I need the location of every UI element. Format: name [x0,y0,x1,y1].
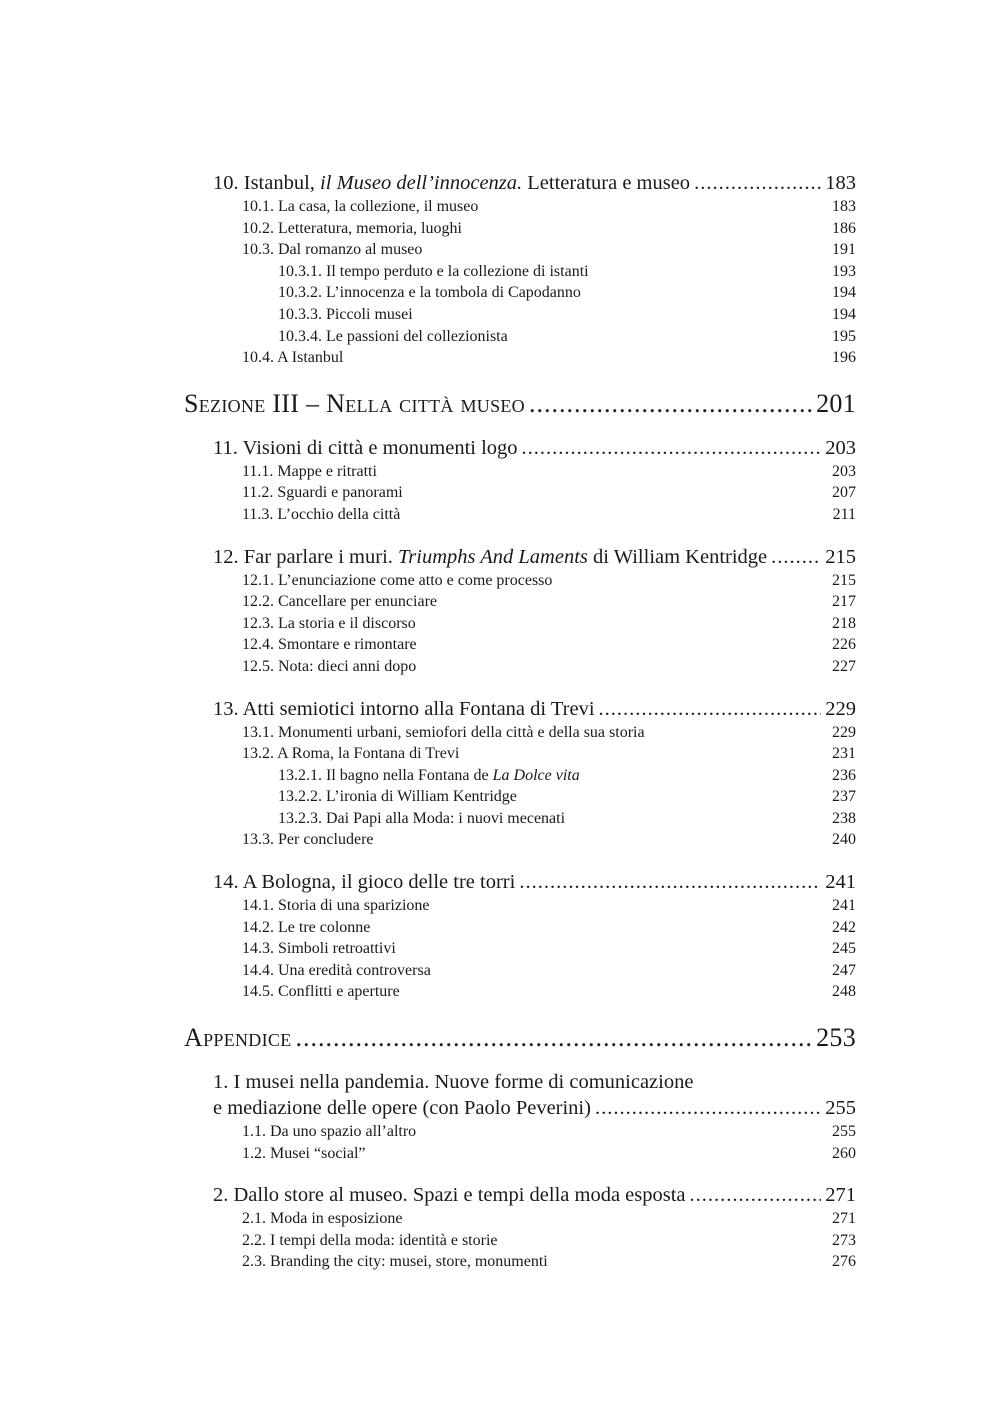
dot-leader [595,1095,821,1121]
toc-page-number: 247 [832,961,856,979]
toc-page-number: 211 [832,505,856,523]
dot-leader [529,387,812,421]
dot-leader [771,544,821,570]
toc-entry-title: 13.2.3. Dai Papi alla Moda: i nuovi mecenati [278,809,566,827]
dot-leader [522,435,822,461]
toc-page-number: 215 [825,545,856,568]
toc-page-number: 226 [832,636,856,654]
toc-page-number: 194 [832,305,856,323]
toc-page-number: 238 [832,809,856,827]
toc-page-number: 242 [832,918,856,936]
toc-page-number: 194 [832,284,856,302]
table-of-contents [184,170,856,1291]
toc-chapter-entry [184,696,856,722]
toc-subentry [184,829,856,851]
toc-subentry [184,239,856,261]
toc-page-number: 240 [832,831,856,849]
toc-subentry [184,765,856,787]
toc-page-number: 260 [832,1144,856,1162]
toc-subentry [184,743,856,765]
toc-entry-title: 10.3.2. L’innocenza e la tombola di Capodanno [278,284,581,302]
toc-page-number: 183 [832,198,856,215]
toc-page-number: 196 [832,349,856,367]
toc-entry-title: 2.3. Branding the city: musei, store, monumenti [242,1253,548,1271]
toc-page-number: 203 [832,462,856,480]
toc-subentry [184,1121,856,1143]
toc-page-number: 215 [832,571,856,589]
toc-subentry [184,347,856,369]
toc-page-number: 193 [832,262,856,280]
toc-page-number: 241 [825,871,856,894]
toc-subentry [184,895,856,917]
toc-page-number: 237 [832,788,856,806]
toc-entry-first-line: 1. I musei nella pandemia. Nuove forme di comunicazione [213,1071,694,1094]
dot-leader [296,1021,813,1055]
toc-page-number: 195 [832,327,856,345]
toc-subentry [184,326,856,348]
toc-subentry [184,482,856,504]
dot-leader [519,869,821,895]
toc-title-italic-part: Triumphs And Laments [398,545,588,568]
toc-chapter-entry [184,544,856,570]
toc-entry-title: 11.1. Mappe e ritratti [242,462,377,480]
toc-page-number: 231 [832,745,856,763]
toc-page-number: 227 [832,657,856,675]
toc-page-number: 186 [832,219,856,237]
toc-chapter-entry [184,1182,856,1208]
toc-entry-title: 12.3. La storia e il discorso [242,614,416,632]
toc-page-number: 207 [832,484,856,502]
toc-entry-title: 11.2. Sguardi e panorami [242,484,403,502]
toc-entry-title: 14.4. Una eredità controversa [242,961,431,979]
toc-entry-title: 2. Dallo store al museo. Spazi e tempi della moda esposta [213,1184,686,1207]
dot-leader [694,170,821,196]
toc-subentry [184,613,856,635]
toc-entry-title: 10.3.4. Le passioni del collezionista [278,327,508,345]
toc-subentry [184,1251,856,1273]
toc-page-number: 248 [832,983,856,1001]
toc-page-number: 245 [832,940,856,958]
toc-entry-title: 12.2. Cancellare per enunciare [242,593,438,611]
toc-page-number: 273 [832,1231,856,1249]
toc-entry-title: 10.3.3. Piccoli musei [278,305,413,323]
toc-entry-title [213,544,767,570]
toc-title-italic-part: il Museo dell’innocenza. [320,172,523,194]
toc-entry-title: 14.2. Le tre colonne [242,918,371,936]
toc-subentry [184,196,856,218]
toc-subentry [184,808,856,830]
toc-entry-title: 14.5. Conflitti e aperture [242,983,400,1001]
toc-title-part: 12. Far parlare i muri. [213,545,399,568]
toc-chapter-entry [184,1095,856,1121]
toc-entry-title: 1.1. Da uno spazio all’altro [242,1123,417,1141]
toc-entry-title: 13.1. Monumenti urbani, semiofori della città e della sua storia [242,723,645,741]
toc-chapter-entry [184,869,856,895]
toc-entry-title: 13.2. A Roma, la Fontana di Trevi [242,745,460,763]
toc-subentry [184,591,856,613]
toc-entry-title: Appendice [184,1023,292,1053]
toc-title-part: Letteratura e museo [522,172,691,194]
toc-subentry [184,461,856,483]
toc-page-number: 201 [816,388,856,418]
toc-entry-title: 13.3. Per concludere [242,831,374,849]
toc-subentry [184,634,856,656]
toc-entry-title: 10.3.1. Il tempo perduto e la collezione di istanti [278,262,589,280]
toc-subentry [184,282,856,304]
toc-subentry [184,1143,856,1165]
toc-page-number: 217 [832,593,856,611]
toc-subentry [184,960,856,982]
dot-leader [690,1182,822,1208]
toc-entry-title: 10.3. Dal romanzo al museo [242,241,423,259]
toc-page-number: 218 [832,614,856,632]
toc-subentry [184,570,856,592]
toc-page-number: 229 [825,697,856,720]
toc-subentry [184,218,856,240]
toc-entry-title: Sezione III – Nella città museo [184,388,525,418]
toc-entry-title: 13.2.2. L’ironia di William Kentridge [278,788,517,806]
toc-title-part: 13.2.1. Il bagno nella Fontana de [278,766,493,784]
toc-title-part: di William Kentridge [587,545,768,568]
toc-entry-title: 14.3. Simboli retroattivi [242,940,396,958]
toc-subentry [184,981,856,1003]
toc-subentry [184,786,856,808]
toc-entry-title: 11. Visioni di città e monumenti logo [213,436,518,459]
toc-entry-title [213,170,690,196]
toc-page-number: 271 [825,1184,856,1207]
toc-entry-title: 12.1. L’enunciazione come atto e come processo [242,571,553,589]
toc-page-number: 183 [825,172,856,194]
toc-subentry [184,722,856,744]
toc-entry-title: 12.5. Nota: dieci anni dopo [242,657,417,675]
toc-entry-title: 10.4. A Istanbul [242,349,344,367]
toc-page-number: 255 [825,1097,856,1120]
toc-section-heading [184,1021,856,1055]
toc-entry-title: 2.2. I tempi della moda: identità e storie [242,1231,498,1249]
toc-entry-title: 14.1. Storia di una sparizione [242,897,430,915]
toc-subentry [184,917,856,939]
toc-entry-title: 10.2. Letteratura, memoria, luoghi [242,219,462,237]
toc-entry-title: 11.3. L’occhio della città [242,505,401,523]
toc-page-number: 253 [816,1023,856,1053]
toc-page-number: 271 [832,1210,856,1228]
toc-page-number: 229 [832,723,856,741]
toc-title-italic-part: La Dolce vita [492,766,580,784]
toc-section-heading [184,387,856,421]
toc-entry-title: 13. Atti semiotici intorno alla Fontana di Trevi [213,697,595,720]
toc-page-number: 191 [832,241,856,259]
toc-page-number: 203 [825,436,856,459]
toc-subentry [184,261,856,283]
toc-subentry [184,1208,856,1230]
toc-entry-title: 1.2. Musei “social” [242,1144,366,1162]
toc-entry-title [278,765,580,787]
toc-chapter-entry [184,435,856,461]
toc-page-number: 236 [832,766,856,784]
toc-entry-title: 14. A Bologna, il gioco delle tre torri [213,871,516,894]
toc-subentry [184,1230,856,1252]
toc-entry-title: e mediazione delle opere (con Paolo Peverini) [213,1097,591,1120]
toc-title-part: 10. Istanbul, [213,172,321,194]
toc-page-number: 241 [832,897,856,915]
toc-subentry [184,938,856,960]
toc-chapter-entry [184,170,856,196]
toc-subentry [184,656,856,678]
toc-page-number: 255 [832,1123,856,1141]
toc-subentry [184,304,856,326]
toc-entry-title: 12.4. Smontare e rimontare [242,636,417,654]
toc-entry-title: 2.1. Moda in esposizione [242,1210,403,1228]
toc-entry-title: 10.1. La casa, la collezione, il museo [242,198,479,215]
toc-subentry [184,504,856,526]
toc-page-number: 276 [832,1253,856,1271]
dot-leader [599,696,822,722]
